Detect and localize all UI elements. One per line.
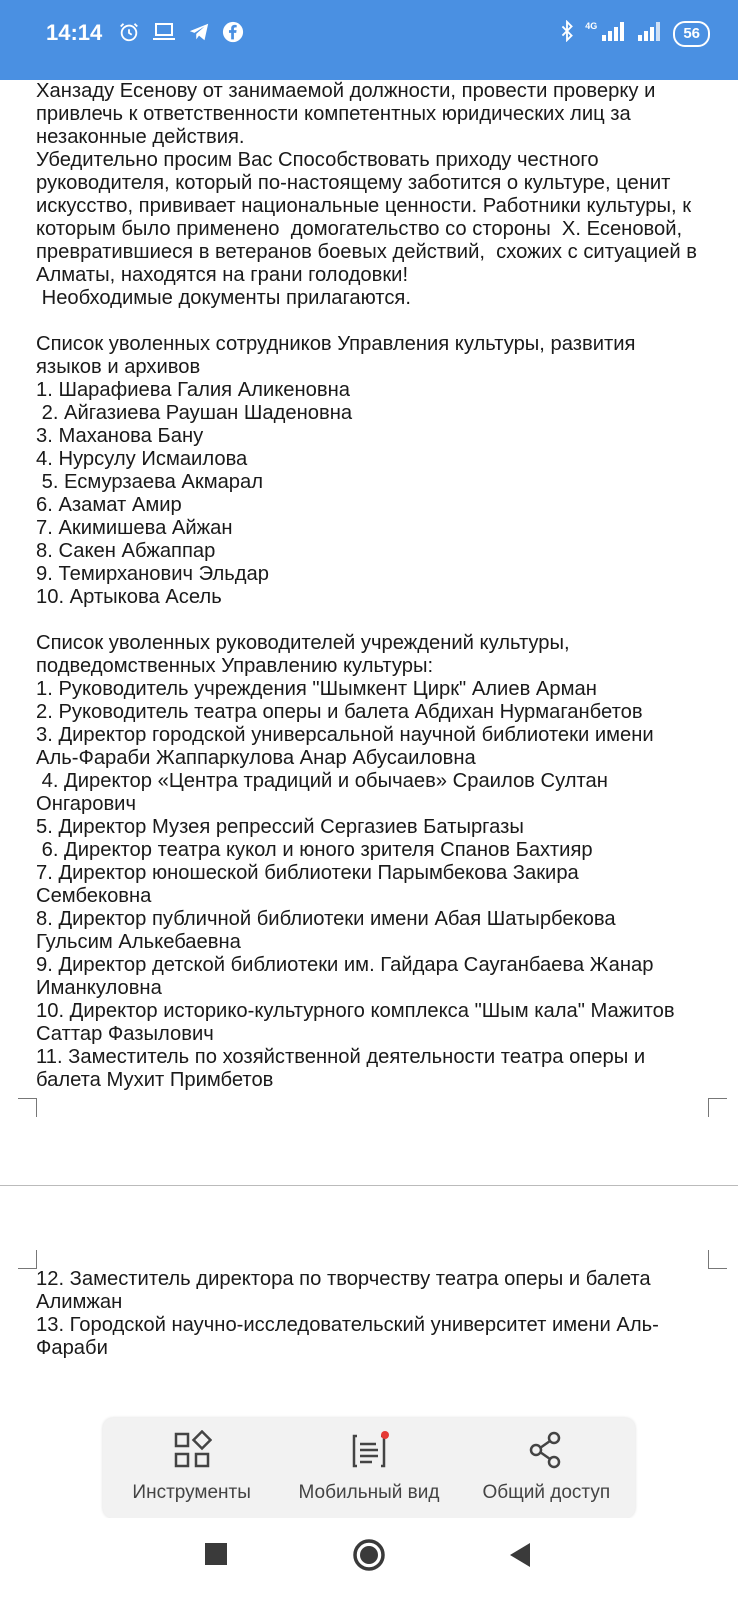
document-line: Алматы, находятся на грани голодовки! — [36, 264, 409, 286]
document-line: 3. Маханова Бану — [36, 425, 204, 447]
document-line: которым было применено домогательство со стороны Х. Есеновой, — [36, 218, 683, 240]
home-circle-icon[interactable] — [352, 1538, 386, 1572]
mobile-view-icon — [349, 1430, 389, 1470]
document-line: Список уволенных руководителей учреждений культуры, — [36, 632, 570, 654]
document-line: Саттар Фазылович — [36, 1023, 214, 1045]
document-line: языков и архивов — [36, 356, 201, 378]
document-line — [36, 609, 716, 632]
document-line: 9. Директор детской библиотеки им. Гайдара Сауганбаева Жанар — [36, 954, 654, 976]
alarm-icon — [118, 21, 140, 48]
laptop-icon — [152, 21, 176, 48]
document-line: 6. Азамат Амир — [36, 494, 182, 516]
document-line: 10. Директор историко-культурного комплекса "Шым кала" Мажитов — [36, 1000, 675, 1022]
document-line: Список уволенных сотрудников Управления культуры, развития — [36, 333, 636, 355]
document-page-1[interactable] — [36, 80, 716, 1092]
document-line: 8. Сакен Абжаппар — [36, 540, 216, 562]
page-corner-mark — [708, 1098, 727, 1117]
document-line: Фараби — [36, 1337, 108, 1359]
document-line: Необходимые документы прилагаются. — [36, 287, 411, 309]
document-line: Гульсим Алькебаевна — [36, 931, 241, 953]
document-line: Онгарович — [36, 793, 136, 815]
document-line: 10. Артыкова Асель — [36, 586, 222, 608]
document-line: 7. Директор юношеской библиотеки Парымбекова Закира — [36, 862, 579, 884]
clock: 14:14 — [46, 20, 103, 45]
document-line: Ханзаду Есенову от занимаемой должности, провести проверку и — [36, 80, 656, 102]
share-label: Общий доступ — [482, 1482, 611, 1503]
document-line: 6. Директор театра кукол и юного зрителя Спанов Бахтияр — [36, 839, 593, 861]
telegram-icon — [188, 21, 210, 48]
document-line: превратившиеся в ветеранов боевых действий, схожих с ситуацией в — [36, 241, 697, 263]
system-nav-bar — [0, 1518, 738, 1600]
document-line: 1. Шарафиева Галия Аликеновна — [36, 379, 350, 401]
mobile-view-button[interactable] — [280, 1418, 457, 1518]
document-line: 2. Руководитель театра оперы и балета Абдихан Нурмаганбетов — [36, 701, 643, 723]
document-line: Алимжан — [36, 1291, 123, 1313]
page-corner-mark — [18, 1250, 37, 1269]
document-line: 11. Заместитель по хозяйственной деятельности театра оперы и — [36, 1046, 646, 1068]
document-line: 12. Заместитель директора по творчеству театра оперы и балета — [36, 1268, 651, 1290]
document-line: 7. Акимишева Айжан — [36, 517, 233, 539]
document-line: подведомственных Управлению культуры: — [36, 655, 434, 677]
document-line: 5. Директор Музея репрессий Сергазиев Батыргазы — [36, 816, 524, 838]
recents-square-icon[interactable] — [204, 1542, 228, 1566]
battery-icon: 56 — [673, 21, 710, 47]
document-line: Сембековна — [36, 885, 152, 907]
document-line: 13. Городской научно-исследовательский университет имени Аль- — [36, 1314, 659, 1336]
tools-grid-icon — [172, 1430, 212, 1470]
document-line: Аль-Фараби Жаппаркулова Анар Абусаиловна — [36, 747, 476, 769]
document-line: 5. Есмурзаева Акмарал — [36, 471, 264, 493]
bluetooth-icon — [559, 20, 575, 47]
share-button[interactable] — [458, 1418, 635, 1518]
document-line: 4. Директор «Центра традиций и обычаев» Сраилов Султан — [36, 770, 608, 792]
document-line: Убедительно просим Вас Способствовать приходу честного — [36, 149, 599, 171]
document-line: балета Мухит Примбетов — [36, 1069, 274, 1091]
document-line — [36, 310, 716, 333]
facebook-icon — [222, 21, 244, 48]
page-corner-mark — [708, 1250, 727, 1269]
tools-button[interactable] — [103, 1418, 280, 1518]
document-line: 9. Темирханович Эльдар — [36, 563, 269, 585]
network-type-label: 4G — [585, 20, 598, 31]
document-line: 3. Директор городской универсальной научной библиотеки имени — [36, 724, 654, 746]
document-page-2[interactable] — [36, 1268, 716, 1360]
status-bar — [0, 0, 738, 80]
document-line: руководителя, который по-настоящему заботится о культуре, ценит — [36, 172, 671, 194]
tools-label: Инструменты — [132, 1482, 251, 1503]
document-line: 2. Айгазиева Раушан Шаденовна — [36, 402, 353, 424]
signal-icon — [637, 21, 663, 46]
back-triangle-icon[interactable] — [508, 1542, 532, 1568]
document-line: 1. Руководитель учреждения "Шымкент Цирк" Алиев Арман — [36, 678, 597, 700]
share-icon — [526, 1430, 566, 1470]
document-line: 8. Директор публичной библиотеки имени Абая Шатырбекова — [36, 908, 616, 930]
bottom-toolbar — [103, 1418, 635, 1518]
document-line: искусство, прививает национальные ценности. Работники культуры, к — [36, 195, 692, 217]
document-line: 4. Нурсулу Исмаилова — [36, 448, 248, 470]
document-line: незаконные действия. — [36, 126, 245, 148]
page-corner-mark — [18, 1098, 37, 1117]
document-line: привлечь к ответственности компетентных юридических лиц за — [36, 103, 631, 125]
mobile-view-label: Мобильный вид — [298, 1482, 440, 1503]
page-separator — [0, 1185, 738, 1186]
document-line: Иманкуловна — [36, 977, 162, 999]
signal-icon — [601, 21, 627, 46]
